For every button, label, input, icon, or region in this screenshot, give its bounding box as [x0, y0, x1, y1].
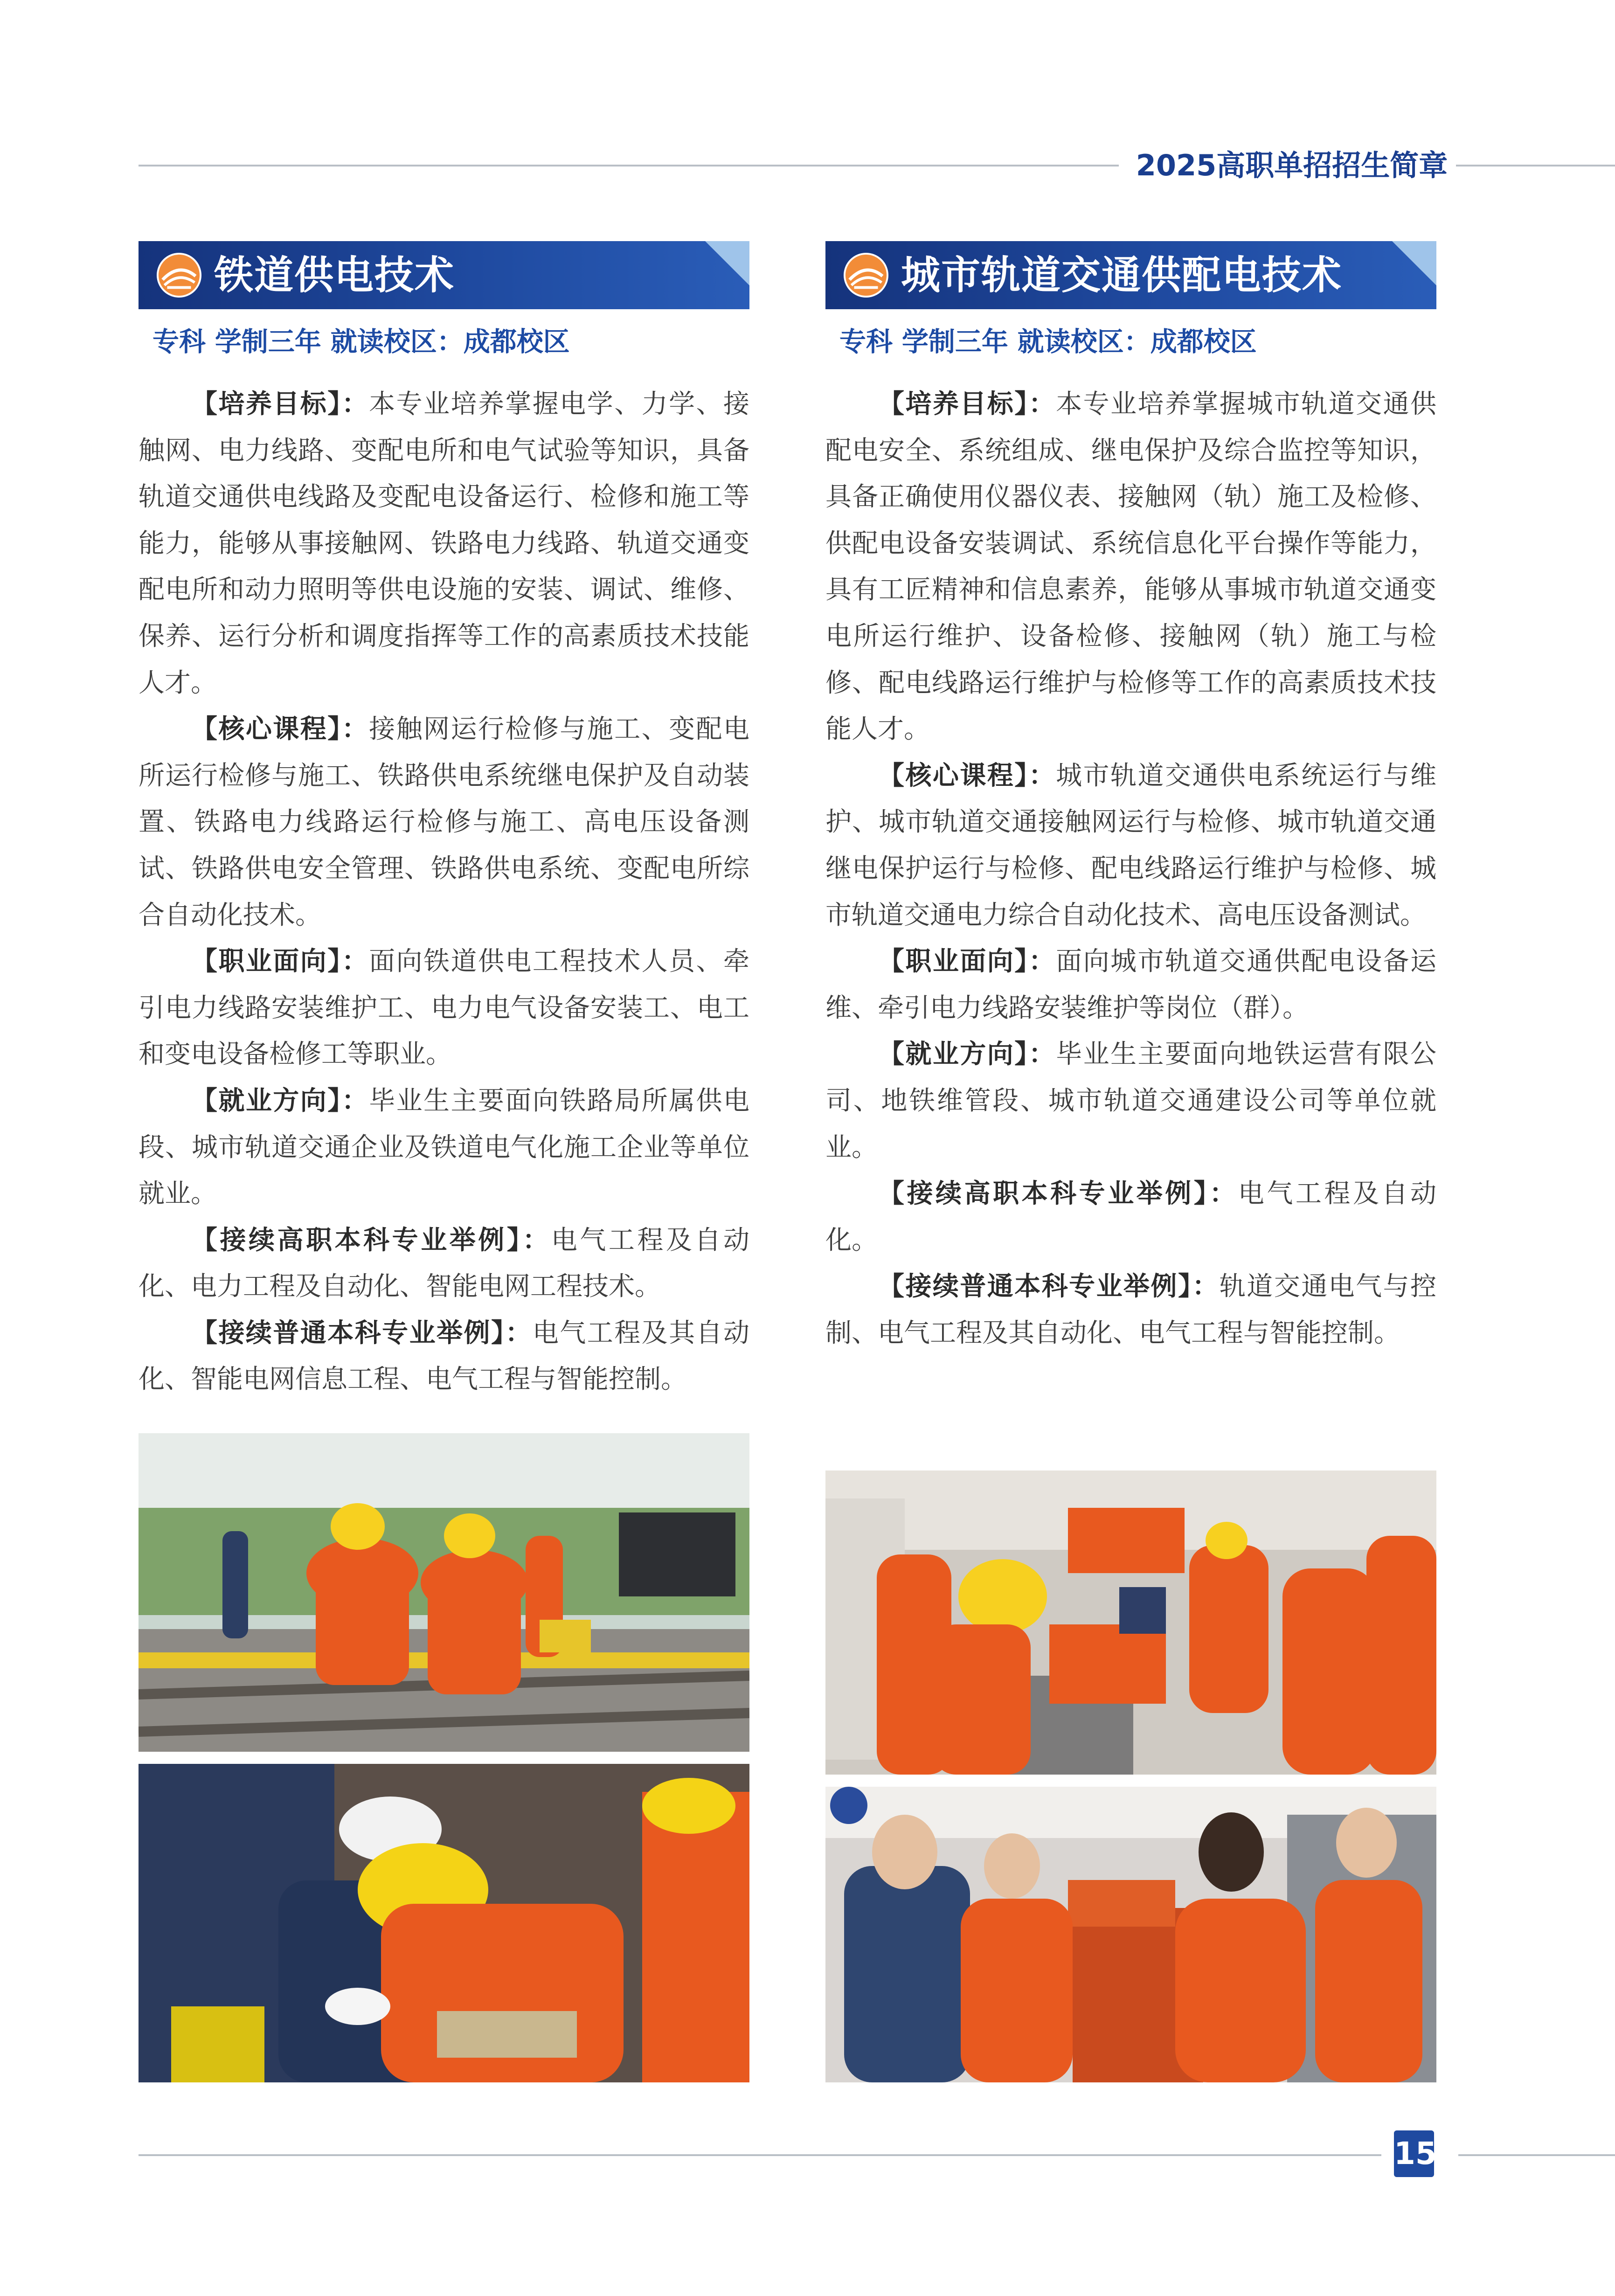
- section-occupation: 【职业面向】：面向城市轨道交通供配电设备运维、牵引电力线路安装维护等岗位（群）。: [825, 946, 1437, 1023]
- program-meta: 专科 学制三年 就读校区：成都校区: [839, 326, 1257, 357]
- section-employment: 【就业方向】：毕业生主要面向地铁运营有限公司、地铁维管段、城市轨道交通建设公司等单位就业。: [825, 1039, 1437, 1163]
- program-description: [825, 381, 1436, 1356]
- section-general-bachelor: 【接续普通本科专业举例】：轨道交通电气与控制、电气工程及其自动化、电气工程与智能控制。: [825, 1271, 1437, 1348]
- header-rule-right: [1456, 165, 1615, 166]
- photo-equipment-instruction: [825, 1787, 1436, 2082]
- section-training-goal: 【培养目标】：本专业培养掌握城市轨道交通供配电安全、系统组成、继电保护及综合监控等知识，具备正确使用仪器仪表、接触网（轨）施工及检修、供配电设备安装调试、系统信息化平台操作等能力，具有工匠精神和信息素养，能够从事城市轨道交通变电所运行维护、设备检修、接触网（轨）施工与检修、配电线路运行维护与检修等工作的高素质技术技能人才。: [825, 389, 1437, 745]
- school-logo-icon: [843, 252, 889, 298]
- program-title: 城市轨道交通供配电技术: [901, 252, 1343, 298]
- photo-lab-training: [825, 1471, 1436, 1775]
- footer-rule: [139, 2154, 1381, 2156]
- banner-corner-decoration: [1392, 241, 1436, 285]
- photo-track-inspection: [139, 1433, 749, 1752]
- program-railway-power-supply: [139, 241, 749, 1403]
- section-training-goal: 【培养目标】：本专业培养掌握电学、力学、接触网、电力线路、变配电所和电气试验等知识，具备轨道交通供电线路及变配电设备运行、检修和施工等能力，能够从事接触网、铁路电力线路、轨道交通变配电所和动力照明等供电设施的安装、调试、维修、保养、运行分析和调度指挥等工作的高素质技术技能人才。: [139, 389, 750, 698]
- program-title-banner: [825, 241, 1436, 309]
- program-title: 铁道供电技术: [214, 252, 455, 298]
- section-employment: 【就业方向】：毕业生主要面向铁路局所属供电段、城市轨道交通企业及铁道电气化施工企业等单位就业。: [139, 1085, 750, 1209]
- section-higher-vocational-bachelor: 【接续高职本科专业举例】：电气工程及自动化。: [825, 1179, 1437, 1256]
- banner-corner-decoration: [705, 241, 749, 285]
- program-title-banner: [139, 241, 749, 309]
- section-general-bachelor: 【接续普通本科专业举例】：电气工程及其自动化、智能电网信息工程、电气工程与智能控制。: [139, 1318, 750, 1395]
- header-title: 2025高职单招招生简章: [1136, 148, 1448, 182]
- school-logo-icon: [156, 252, 202, 298]
- footer-rule-right: [1458, 2154, 1615, 2156]
- section-occupation: 【职业面向】：面向铁道供电工程技术人员、牵引电力线路安装维护工、电力电气设备安装工、电工和变电设备检修工等职业。: [139, 946, 750, 1070]
- photo-field-recording: [139, 1764, 749, 2082]
- program-urban-rail-power-supply: [825, 241, 1436, 1356]
- section-core-courses: 【核心课程】：接触网运行检修与施工、变配电所运行检修与施工、铁路供电系统继电保护及自动装置、铁路电力线路运行检修与施工、高电压设备测试、铁路供电安全管理、铁路供电系统、变配电所综合自动化技术。: [139, 714, 750, 930]
- section-higher-vocational-bachelor: 【接续高职本科专业举例】：电气工程及自动化、电力工程及自动化、智能电网工程技术。: [139, 1225, 750, 1302]
- header-rule: [139, 165, 1119, 166]
- page-number: 15: [1394, 2130, 1434, 2177]
- section-core-courses: 【核心课程】：城市轨道交通供电系统运行与维护、城市轨道交通接触网运行与检修、城市轨道交通继电保护运行与检修、配电线路运行维护与检修、城市轨道交通电力综合自动化技术、高电压设备测试。: [825, 760, 1437, 930]
- program-description: [139, 381, 749, 1403]
- program-meta: 专科 学制三年 就读校区：成都校区: [152, 326, 570, 357]
